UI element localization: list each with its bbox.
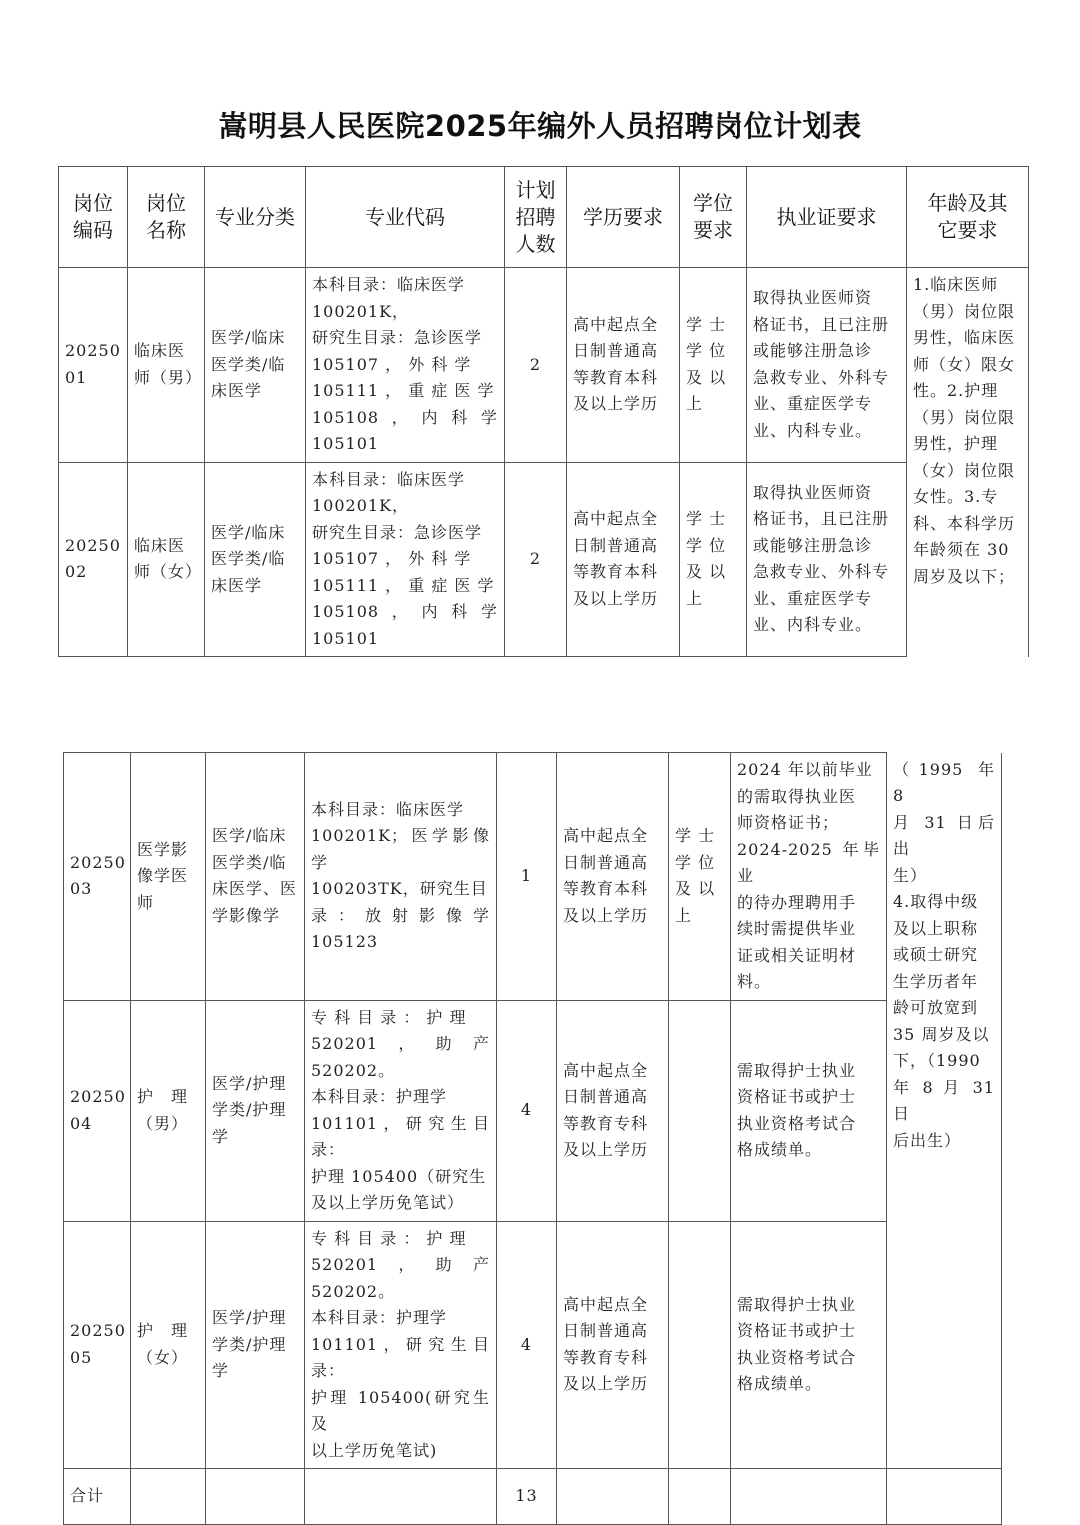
recruitment-table-part1	[58, 166, 1029, 657]
header-code: 岗位 编码	[59, 167, 128, 268]
row-education: 高中起点全 日制普通高 等教育专科 及以上学历	[557, 1221, 669, 1469]
row-name: 医学影 像学医 师	[131, 753, 206, 1001]
total-label: 合计	[64, 1469, 131, 1525]
header-major-code: 专业代码	[306, 167, 505, 268]
table-row	[59, 268, 1029, 463]
age-requirement-note-1: 1.临床医师 （男）岗位限 男性，临床医 师（女）限女 性。2.护理 （男）岗位限 男性，护理 （女）岗位限 女性。3.专 科、本科学历 年龄须在 30 周岁及以下；	[907, 268, 1029, 657]
row-count: 2	[505, 462, 567, 657]
empty-cell	[557, 1469, 669, 1525]
row-major-code: 专 科 目 录 ： 护 理 520201，助产 520202。 本科目录：护理学 101101，研究生目录： 护理 105400（研究生 及以上学历免笔试）	[305, 1000, 497, 1221]
row-count: 2	[505, 268, 567, 463]
row-name: 护 理 （女）	[131, 1221, 206, 1469]
row-degree: 学 士 学 位 及 以 上	[680, 268, 747, 463]
page-title: 嵩明县人民医院2025年编外人员招聘岗位计划表	[218, 109, 862, 143]
row-name: 临床医 师（女）	[128, 462, 205, 657]
row-name: 护 理 （男）	[131, 1000, 206, 1221]
header-age: 年龄及其 它要求	[907, 167, 1029, 268]
table-row	[59, 462, 1029, 657]
row-license: 取得执业医师资 格证书，且已注册 或能够注册急诊 急救专业、外科专 业、重症医学专 业、内科专业。	[747, 462, 907, 657]
header-category: 专业分类	[205, 167, 306, 268]
row-category: 医学/临床 医学类/临 床医学	[205, 462, 306, 657]
row-count: 4	[497, 1221, 557, 1469]
row-degree: 学 士 学 位 及 以 上	[669, 753, 731, 1001]
total-count: 13	[497, 1469, 557, 1525]
row-count: 4	[497, 1000, 557, 1221]
row-education: 高中起点全 日制普通高 等教育本科 及以上学历	[557, 753, 669, 1001]
row-code: 20250 04	[64, 1000, 131, 1221]
row-degree	[669, 1000, 731, 1221]
row-license: 需取得护士执业 资格证书或护士 执业资格考试合 格成绩单。	[731, 1000, 887, 1221]
row-code: 20250 05	[64, 1221, 131, 1469]
row-degree: 学 士 学 位 及 以 上	[680, 462, 747, 657]
row-major-code: 本科目录：临床医学 100201K；医学影像学 100203TK，研究生目 录：放射影像学 105123	[305, 753, 497, 1001]
age-requirement-note-2: （1995 年 8 月 31 日后出 生） 4.取得中级 及以上职称 或硕士研究 生学历者年 龄可放宽到 35 周岁及以 下，（1990 年 8 月 31 日 后出生）	[887, 753, 1002, 1469]
empty-cell	[131, 1469, 206, 1525]
header-count: 计划 招聘 人数	[505, 167, 567, 268]
header-row	[59, 167, 1029, 268]
header-degree: 学位 要求	[680, 167, 747, 268]
row-name: 临床医 师（男）	[128, 268, 205, 463]
header-license: 执业证要求	[747, 167, 907, 268]
row-education: 高中起点全 日制普通高 等教育本科 及以上学历	[567, 268, 680, 463]
row-major-code: 本科目录：临床医学 100201K， 研究生目录：急诊医学 105107 ， 外 科 学 105111 ， 重 症 医 学 105108，内科学 105101	[306, 268, 505, 463]
row-major-code: 专 科 目 录 ： 护 理 520201，助产 520202。 本科目录：护理学 101101，研究生目录： 护理 105400(研究生及 以上学历免笔试)	[305, 1221, 497, 1469]
row-education: 高中起点全 日制普通高 等教育本科 及以上学历	[567, 462, 680, 657]
row-category: 医学/护理 学类/护理 学	[206, 1221, 305, 1469]
table-row	[64, 1221, 1002, 1469]
row-license: 需取得护士执业 资格证书或护士 执业资格考试合 格成绩单。	[731, 1221, 887, 1469]
header-name: 岗位 名称	[128, 167, 205, 268]
row-major-code: 本科目录：临床医学 100201K， 研究生目录：急诊医学 105107 ， 外 科 学 105111 ， 重 症 医 学 105108，内科学 105101	[306, 462, 505, 657]
recruitment-table-part2	[63, 752, 1002, 1525]
row-category: 医学/护理 学类/护理 学	[206, 1000, 305, 1221]
empty-cell	[887, 1469, 1002, 1525]
header-education: 学历要求	[567, 167, 680, 268]
empty-cell	[206, 1469, 305, 1525]
row-code: 20250 02	[59, 462, 128, 657]
row-category: 医学/临床 医学类/临 床医学、医 学影像学	[206, 753, 305, 1001]
table-row	[64, 1000, 1002, 1221]
row-license: 取得执业医师资 格证书，且已注册 或能够注册急诊 急救专业、外科专 业、重症医学专 业、内科专业。	[747, 268, 907, 463]
row-code: 20250 03	[64, 753, 131, 1001]
table-row	[64, 753, 1002, 1001]
total-row	[64, 1469, 1002, 1525]
row-category: 医学/临床 医学类/临 床医学	[205, 268, 306, 463]
empty-cell	[731, 1469, 887, 1525]
empty-cell	[305, 1469, 497, 1525]
row-count: 1	[497, 753, 557, 1001]
row-code: 20250 01	[59, 268, 128, 463]
row-degree	[669, 1221, 731, 1469]
row-license: 2024 年以前毕业 的需取得执业医 师资格证书； 2024-2025 年毕业 的待办理聘用手 续时需提供毕业 证或相关证明材 料。	[731, 753, 887, 1001]
row-education: 高中起点全 日制普通高 等教育专科 及以上学历	[557, 1000, 669, 1221]
empty-cell	[669, 1469, 731, 1525]
